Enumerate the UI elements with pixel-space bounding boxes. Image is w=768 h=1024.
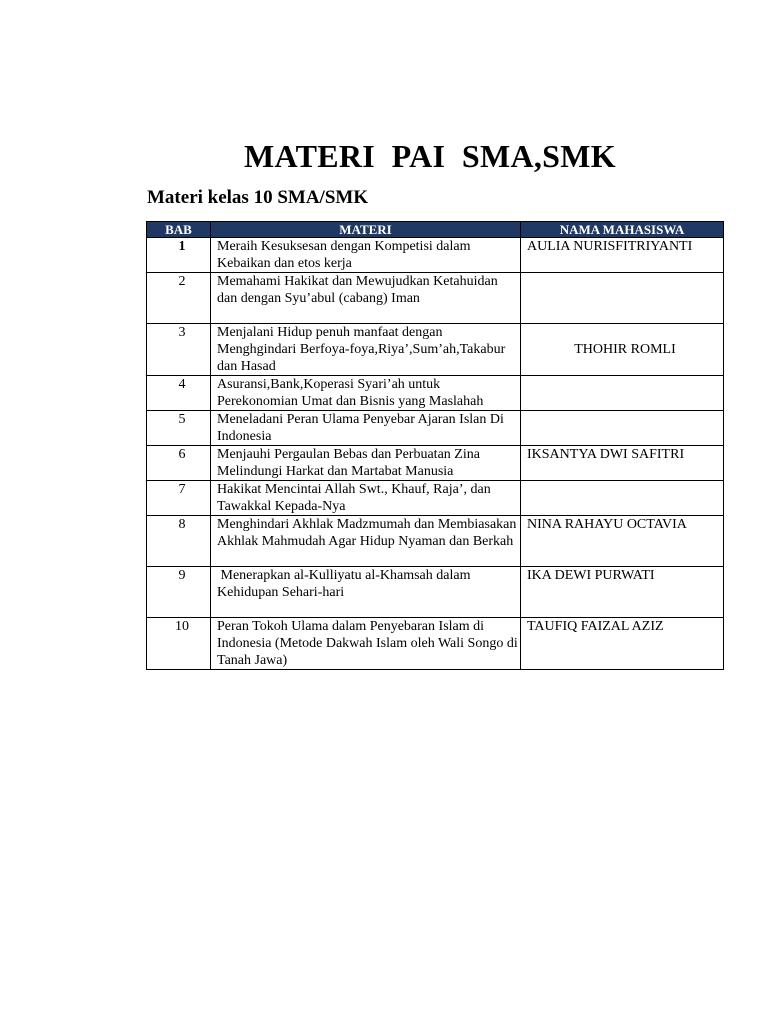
nama-cell: IKA DEWI PURWATI: [521, 567, 724, 618]
bab-cell: 3: [147, 324, 211, 376]
bab-cell: 4: [147, 376, 211, 411]
materi-cell: Asuransi,Bank,Koperasi Syari’ah untuk Perekonomian Umat dan Bisnis yang Maslahah: [211, 376, 521, 411]
bab-cell: 2: [147, 273, 211, 324]
bab-cell: 1: [147, 238, 211, 273]
nama-cell: TAUFIQ FAIZAL AZIZ: [521, 618, 724, 670]
table-header-row: [147, 222, 724, 238]
table-row: [147, 376, 724, 411]
table-row: [147, 567, 724, 618]
bab-cell: 9: [147, 567, 211, 618]
materi-cell: Menghindari Akhlak Madzmumah dan Membiasakan Akhlak Mahmudah Agar Hidup Nyaman dan Berkah: [211, 516, 521, 567]
nama-cell: [521, 411, 724, 446]
materi-cell: Peran Tokoh Ulama dalam Penyebaran Islam di Indonesia (Metode Dakwah Islam oleh Wali Songo di Tanah Jawa): [211, 618, 521, 670]
table-row: [147, 238, 724, 273]
table-row: [147, 516, 724, 567]
materi-cell: Memahami Hakikat dan Mewujudkan Ketahuidan dan dengan Syu’abul (cabang) Iman: [211, 273, 521, 324]
header-materi: MATERI: [211, 222, 521, 238]
bab-cell: 6: [147, 446, 211, 481]
page-title: MATERI PAI SMA,SMK: [244, 138, 616, 174]
table-row: [147, 446, 724, 481]
bab-cell: 10: [147, 618, 211, 670]
table-row: [147, 324, 724, 376]
nama-cell: THOHIR ROMLI: [521, 324, 724, 376]
table-row: [147, 411, 724, 446]
materi-cell: Menjauhi Pergaulan Bebas dan Perbuatan Zina Melindungi Harkat dan Martabat Manusia: [211, 446, 521, 481]
table-row: [147, 481, 724, 516]
header-nama-mahasiswa: NAMA MAHASISWA: [521, 222, 724, 238]
bab-cell: 5: [147, 411, 211, 446]
materi-cell: Meraih Kesuksesan dengan Kompetisi dalam Kebaikan dan etos kerja: [211, 238, 521, 273]
nama-cell: IKSANTYA DWI SAFITRI: [521, 446, 724, 481]
materi-table: [146, 221, 724, 670]
nama-cell: AULIA NURISFITRIYANTI: [521, 238, 724, 273]
table-row: [147, 618, 724, 670]
nama-cell: [521, 273, 724, 324]
header-bab: BAB: [147, 222, 211, 238]
section-heading: Materi kelas 10 SMA/SMK: [147, 187, 369, 208]
nama-cell: [521, 376, 724, 411]
materi-cell: Menjalani Hidup penuh manfaat dengan Menghgindari Berfoya-foya,Riya’,Sum’ah,Takabur dan Hasad: [211, 324, 521, 376]
nama-cell: [521, 481, 724, 516]
bab-cell: 7: [147, 481, 211, 516]
bab-cell: 8: [147, 516, 211, 567]
materi-cell: Hakikat Mencintai Allah Swt., Khauf, Raja’, dan Tawakkal Kepada-Nya: [211, 481, 521, 516]
materi-cell: Meneladani Peran Ulama Penyebar Ajaran Islan Di Indonesia: [211, 411, 521, 446]
materi-cell: Menerapkan al-Kulliyatu al-Khamsah dalam Kehidupan Sehari-hari: [211, 567, 521, 618]
nama-cell: NINA RAHAYU OCTAVIA: [521, 516, 724, 567]
table-row: [147, 273, 724, 324]
